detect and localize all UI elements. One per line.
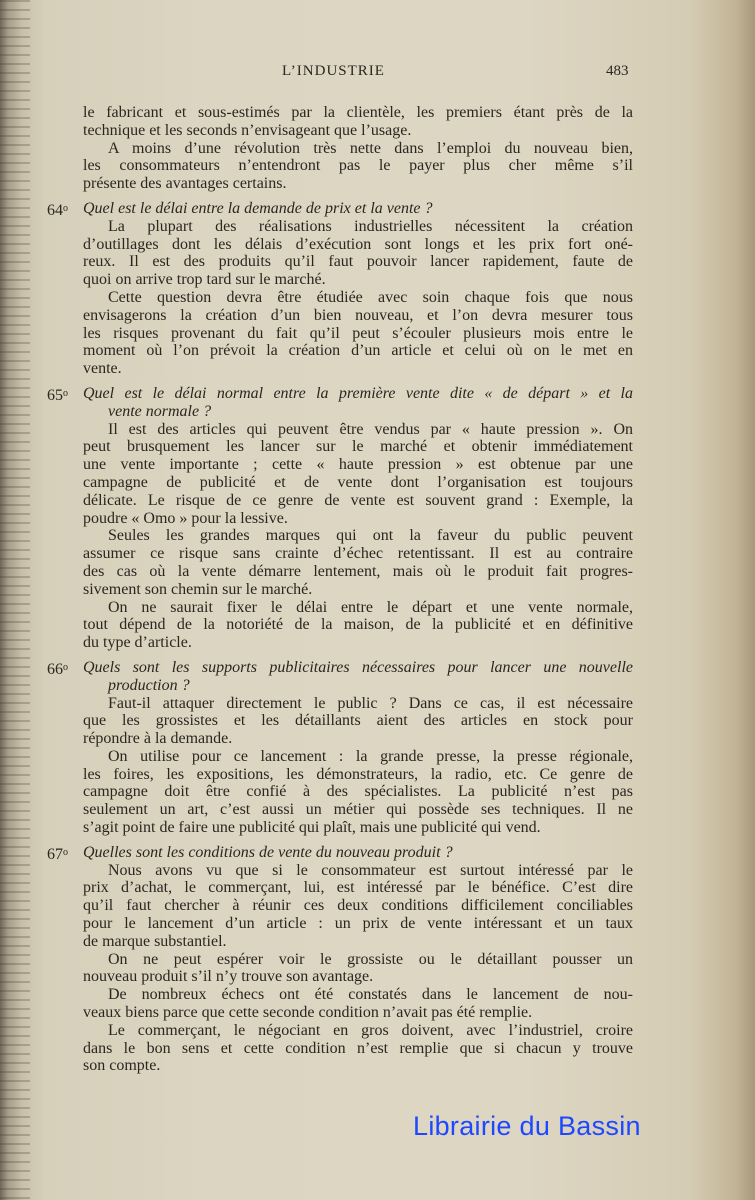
- question-line: production ?: [108, 676, 190, 694]
- text-line: présente des avantages certains.: [83, 175, 287, 193]
- ordinal-indicator: o: [63, 202, 68, 214]
- text-line: poudre « Omo » pour la lessive.: [83, 509, 288, 527]
- question-line: Quelles sont les conditions de vente du nouveau produit ?: [83, 843, 453, 861]
- question-line: Quel est le délai normal entre la première vente dite « de départ » et la: [83, 384, 633, 402]
- text-line: délicate. Le risque de ce genre de vente est souvent grand : Exemple, la: [83, 491, 633, 509]
- paragraph: [83, 1022, 633, 1075]
- paragraph: [83, 599, 633, 652]
- text-line: que les grossistes et les détaillants aient des articles en stock pour: [83, 712, 633, 730]
- question-section-64: [47, 199, 633, 378]
- text-line: les consommateurs n’entendront pas le payer plus cher même s’il: [83, 157, 633, 175]
- ordinal-indicator: o: [63, 661, 68, 673]
- question-number: 64$^o$: [47, 201, 68, 219]
- question-section-67: [47, 843, 633, 1075]
- paragraph: [83, 527, 633, 598]
- text-line: nouveau produit s’il n’y trouve son avantage.: [83, 968, 374, 986]
- paragraph: [83, 140, 633, 193]
- text-line: On ne saurait fixer le délai entre le départ et une vente normale,: [108, 598, 633, 616]
- paragraph: [83, 421, 633, 528]
- text-line: peut brusquement les lancer sur le marché et obtenir immédiatement: [83, 438, 633, 456]
- text-line: s’agit point de faire une publicité qui plaît, mais une publicité qui vend.: [83, 819, 541, 837]
- question-heading: [83, 200, 633, 218]
- text-line: prix d’achat, le commerçant, lui, est intéressé par le bénéfice. C’est dire: [83, 879, 633, 897]
- question-number: 66$^o$: [47, 660, 68, 678]
- paragraph: [83, 104, 633, 140]
- paragraph: [83, 748, 633, 837]
- text-line: sivement son chemin sur le marché.: [83, 580, 313, 598]
- text-line: De nombreux échecs ont été constatés dans le lancement de nou-: [108, 986, 633, 1004]
- text-line: reux. Il est des produits qu’il faut pouvoir lancer rapidement, faute de: [83, 253, 633, 271]
- paragraph: [83, 986, 633, 1022]
- ordinal-indicator: o: [63, 846, 68, 858]
- running-title: L’INDUSTRIE: [282, 63, 385, 79]
- question-line: vente normale ?: [108, 402, 212, 420]
- paragraph: [83, 289, 633, 378]
- text-line: assumer ce risque sans crainte d’échec retentissant. Il est au contraire: [83, 545, 633, 563]
- paragraph: [83, 951, 633, 987]
- text-line: La plupart des réalisations industrielles nécessitent la création: [108, 217, 633, 235]
- watermark: Librairie du Bassin: [413, 1111, 641, 1141]
- text-line: répondre à la demande.: [83, 730, 233, 748]
- text-line: les risques provenant du fait qu’il peut s’écouler plusieurs mois entre le: [83, 324, 633, 342]
- intro-text: [83, 104, 633, 193]
- text-line: du type d’article.: [83, 634, 192, 652]
- text-line: de marque substantiel.: [83, 932, 227, 950]
- text-line: qu’il faut chercher à réunir ces deux conditions difficilement conciliables: [83, 897, 633, 915]
- book-binding-edge: [0, 0, 30, 1200]
- page-number: 483: [606, 63, 629, 79]
- text-line: Faut-il attaquer directement le public ? Dans ce cas, il est nécessaire: [108, 694, 633, 712]
- text-line: Nous avons vu que si le consommateur est surtout intéressé par le: [108, 861, 633, 879]
- text-line: quoi on arrive trop tard sur le marché.: [83, 271, 326, 289]
- text-line: d’outillages dont les délais d’exécution sont longs et les prix fort oné-: [83, 235, 633, 253]
- text-line: Cette question devra être étudiée avec soin chaque fois que nous: [108, 288, 633, 306]
- paragraph: [83, 218, 633, 289]
- page-body: [47, 104, 633, 1075]
- text-line: On ne peut espérer voir le grossiste ou le détaillant pousser un: [108, 950, 633, 968]
- text-line: Il est des articles qui peuvent être vendus par « haute pression ». On: [108, 420, 633, 438]
- question-number: 65$^o$: [47, 386, 68, 404]
- text-line: les foires, les expositions, les démonstrateurs, la radio, etc. Ce genre de: [83, 765, 633, 783]
- text-line: le fabricant et sous-estimés par la clientèle, les premiers étant près de la: [83, 104, 633, 121]
- question-line: Quels sont les supports publicitaires nécessaires pour lancer une nouvelle: [83, 658, 633, 676]
- text-line: veaux biens parce que cette seconde condition n’avait pas été remplie.: [83, 1004, 533, 1022]
- text-line: vente.: [83, 360, 122, 378]
- text-line: On utilise pour ce lancement : la grande presse, la presse régionale,: [108, 747, 633, 765]
- running-header: [0, 63, 755, 83]
- text-line: une vente importante ; cette « haute pression » est obtenue par une: [83, 456, 633, 474]
- text-line: campagne de publicité et de vente dont l’organisation est toujours: [83, 473, 633, 491]
- text-line: envisagerons la création d’un bien nouveau, et l’on devra mesurer tous: [83, 306, 633, 324]
- question-section-65: [47, 384, 633, 652]
- question-section-66: [47, 658, 633, 837]
- text-line: technique et les seconds n’envisageant que l’usage.: [83, 121, 412, 139]
- text-line: A moins d’une révolution très nette dans l’emploi du nouveau bien,: [108, 139, 633, 157]
- text-line: Le commerçant, le négociant en gros doivent, avec l’industriel, croire: [108, 1021, 633, 1039]
- text-line: pour le lancement d’un article : un prix de vente intéressant et un taux: [83, 915, 633, 933]
- text-line: son compte.: [83, 1057, 161, 1075]
- text-line: dans le bon sens et cette condition n’est remplie que si chacun y trouve: [83, 1039, 633, 1057]
- question-number: 67$^o$: [47, 845, 68, 863]
- text-line: Seules les grandes marques qui ont la faveur du public peuvent: [108, 527, 633, 545]
- text-line: seulement un art, c’est aussi un métier qui possède ses techniques. Il ne: [83, 801, 633, 819]
- paragraph: [83, 695, 633, 748]
- ordinal-indicator: o: [63, 387, 68, 399]
- question-heading: [83, 385, 633, 421]
- question-heading: [83, 659, 633, 695]
- question-line: Quel est le délai entre la demande de prix et la vente ?: [83, 199, 433, 217]
- text-line: des cas où la vente démarre lentement, mais où le produit fait progres-: [83, 562, 633, 580]
- text-line: tout dépend de la notoriété de la maison, de la publicité et en définitive: [83, 616, 633, 634]
- text-line: moment où l’on prévoit la création d’un article et celui où on le met en: [83, 342, 633, 360]
- question-heading: [83, 844, 633, 862]
- text-line: campagne doit être confié à des spécialistes. La publicité n’est pas: [83, 783, 633, 801]
- paragraph: [83, 862, 633, 951]
